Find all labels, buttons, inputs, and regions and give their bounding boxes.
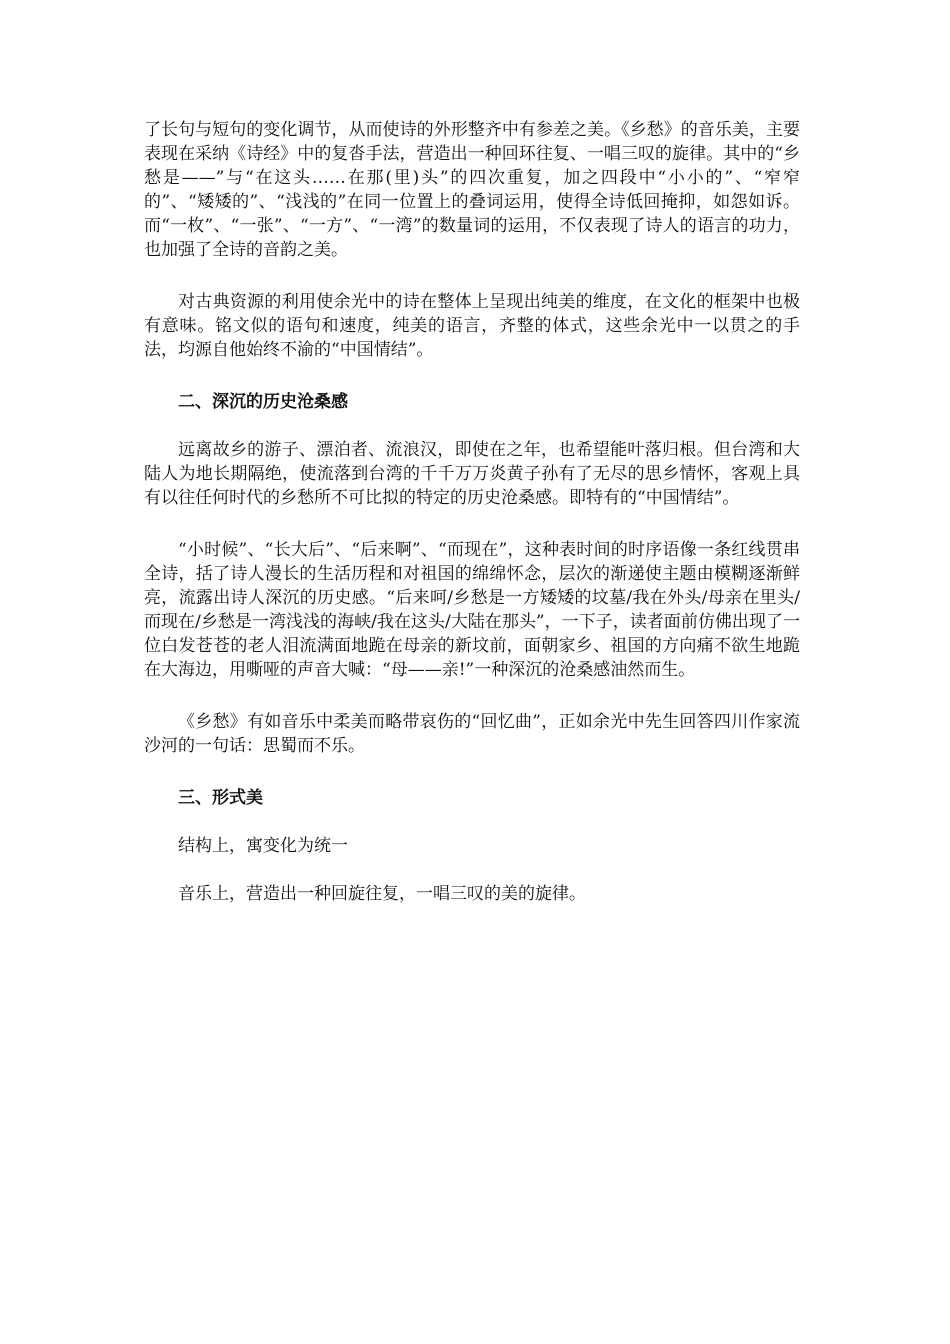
paragraph-music-beauty: 了长句与短句的变化调节，从而使诗的外形整齐中有参差之美。《乡愁》的音乐美，主要表现在采纳《诗经》中的复沓手法，营造出一种回环往复、一唱三叹的旋律。其中的“乡愁是——”与“在这头……在那(里)头”的四次重复，加之四段中“小小的”、“窄窄的”、“矮矮的”、“浅浅的”在同一位置上的叠词运用，使得全诗低回掩抑，如怨如诉。而“一枚”、“一张”、“一方”、“一湾”的数量词的运用，不仅表现了诗人的语言的功力，也加强了全诗的音韵之美。: [144, 120, 800, 260]
document-page: [144, 118, 800, 930]
form-point-structure: 结构上，寓变化为统一: [178, 836, 348, 856]
paragraph-memory-song: 《乡愁》有如音乐中柔美而略带哀伤的“回忆曲”，正如余光中先生回答四川作家流沙河的一句话：思蜀而不乐。: [144, 712, 800, 756]
section-heading-history: 二、深沉的历史沧桑感: [178, 392, 348, 412]
section-heading-form: 三、形式美: [178, 788, 263, 808]
form-point-music: 音乐上，营造出一种回旋往复，一唱三叹的美的旋律。: [178, 884, 586, 904]
paragraph-time-sequence: “小时候”、“长大后”、“后来啊”、“而现在”，这种表时间的时序语像一条红线贯串全诗，括了诗人漫长的生活历程和对祖国的绵绵怀念，层次的渐递使主题由模糊逐渐鲜亮，流露出诗人深沉的历史感。“后来呵/乡愁是一方矮矮的坟墓/我在外头/母亲在里头/而现在/乡愁是一湾浅浅的海峡/我在这头/大陆在那头”，一下子，读者面前仿佛出现了一位白发苍苍的老人泪流满面地跪在母亲的新坟前，面朝家乡、祖国的方向痛不欲生地跪在大海边，用嘶哑的声音大喊：“母——亲!”一种深沉的沧桑感油然而生。: [144, 540, 800, 680]
paragraph-homesick-wanderers: 远离故乡的游子、漂泊者、流浪汉，即使在之年，也希望能叶落归根。但台湾和大陆人为地长期隔绝，使流落到台湾的千千万万炎黄子孙有了无尽的思乡情怀，客观上具有以往任何时代的乡愁所不可比拟的特定的历史沧桑感。即特有的“中国情结”。: [144, 440, 800, 508]
paragraph-classical-resources: 对古典资源的利用使余光中的诗在整体上呈现出纯美的维度，在文化的框架中也极有意味。铭文似的语句和速度，纯美的语言，齐整的体式，这些余光中一以贯之的手法，均源自他始终不渝的“中国情结”。: [144, 292, 800, 360]
